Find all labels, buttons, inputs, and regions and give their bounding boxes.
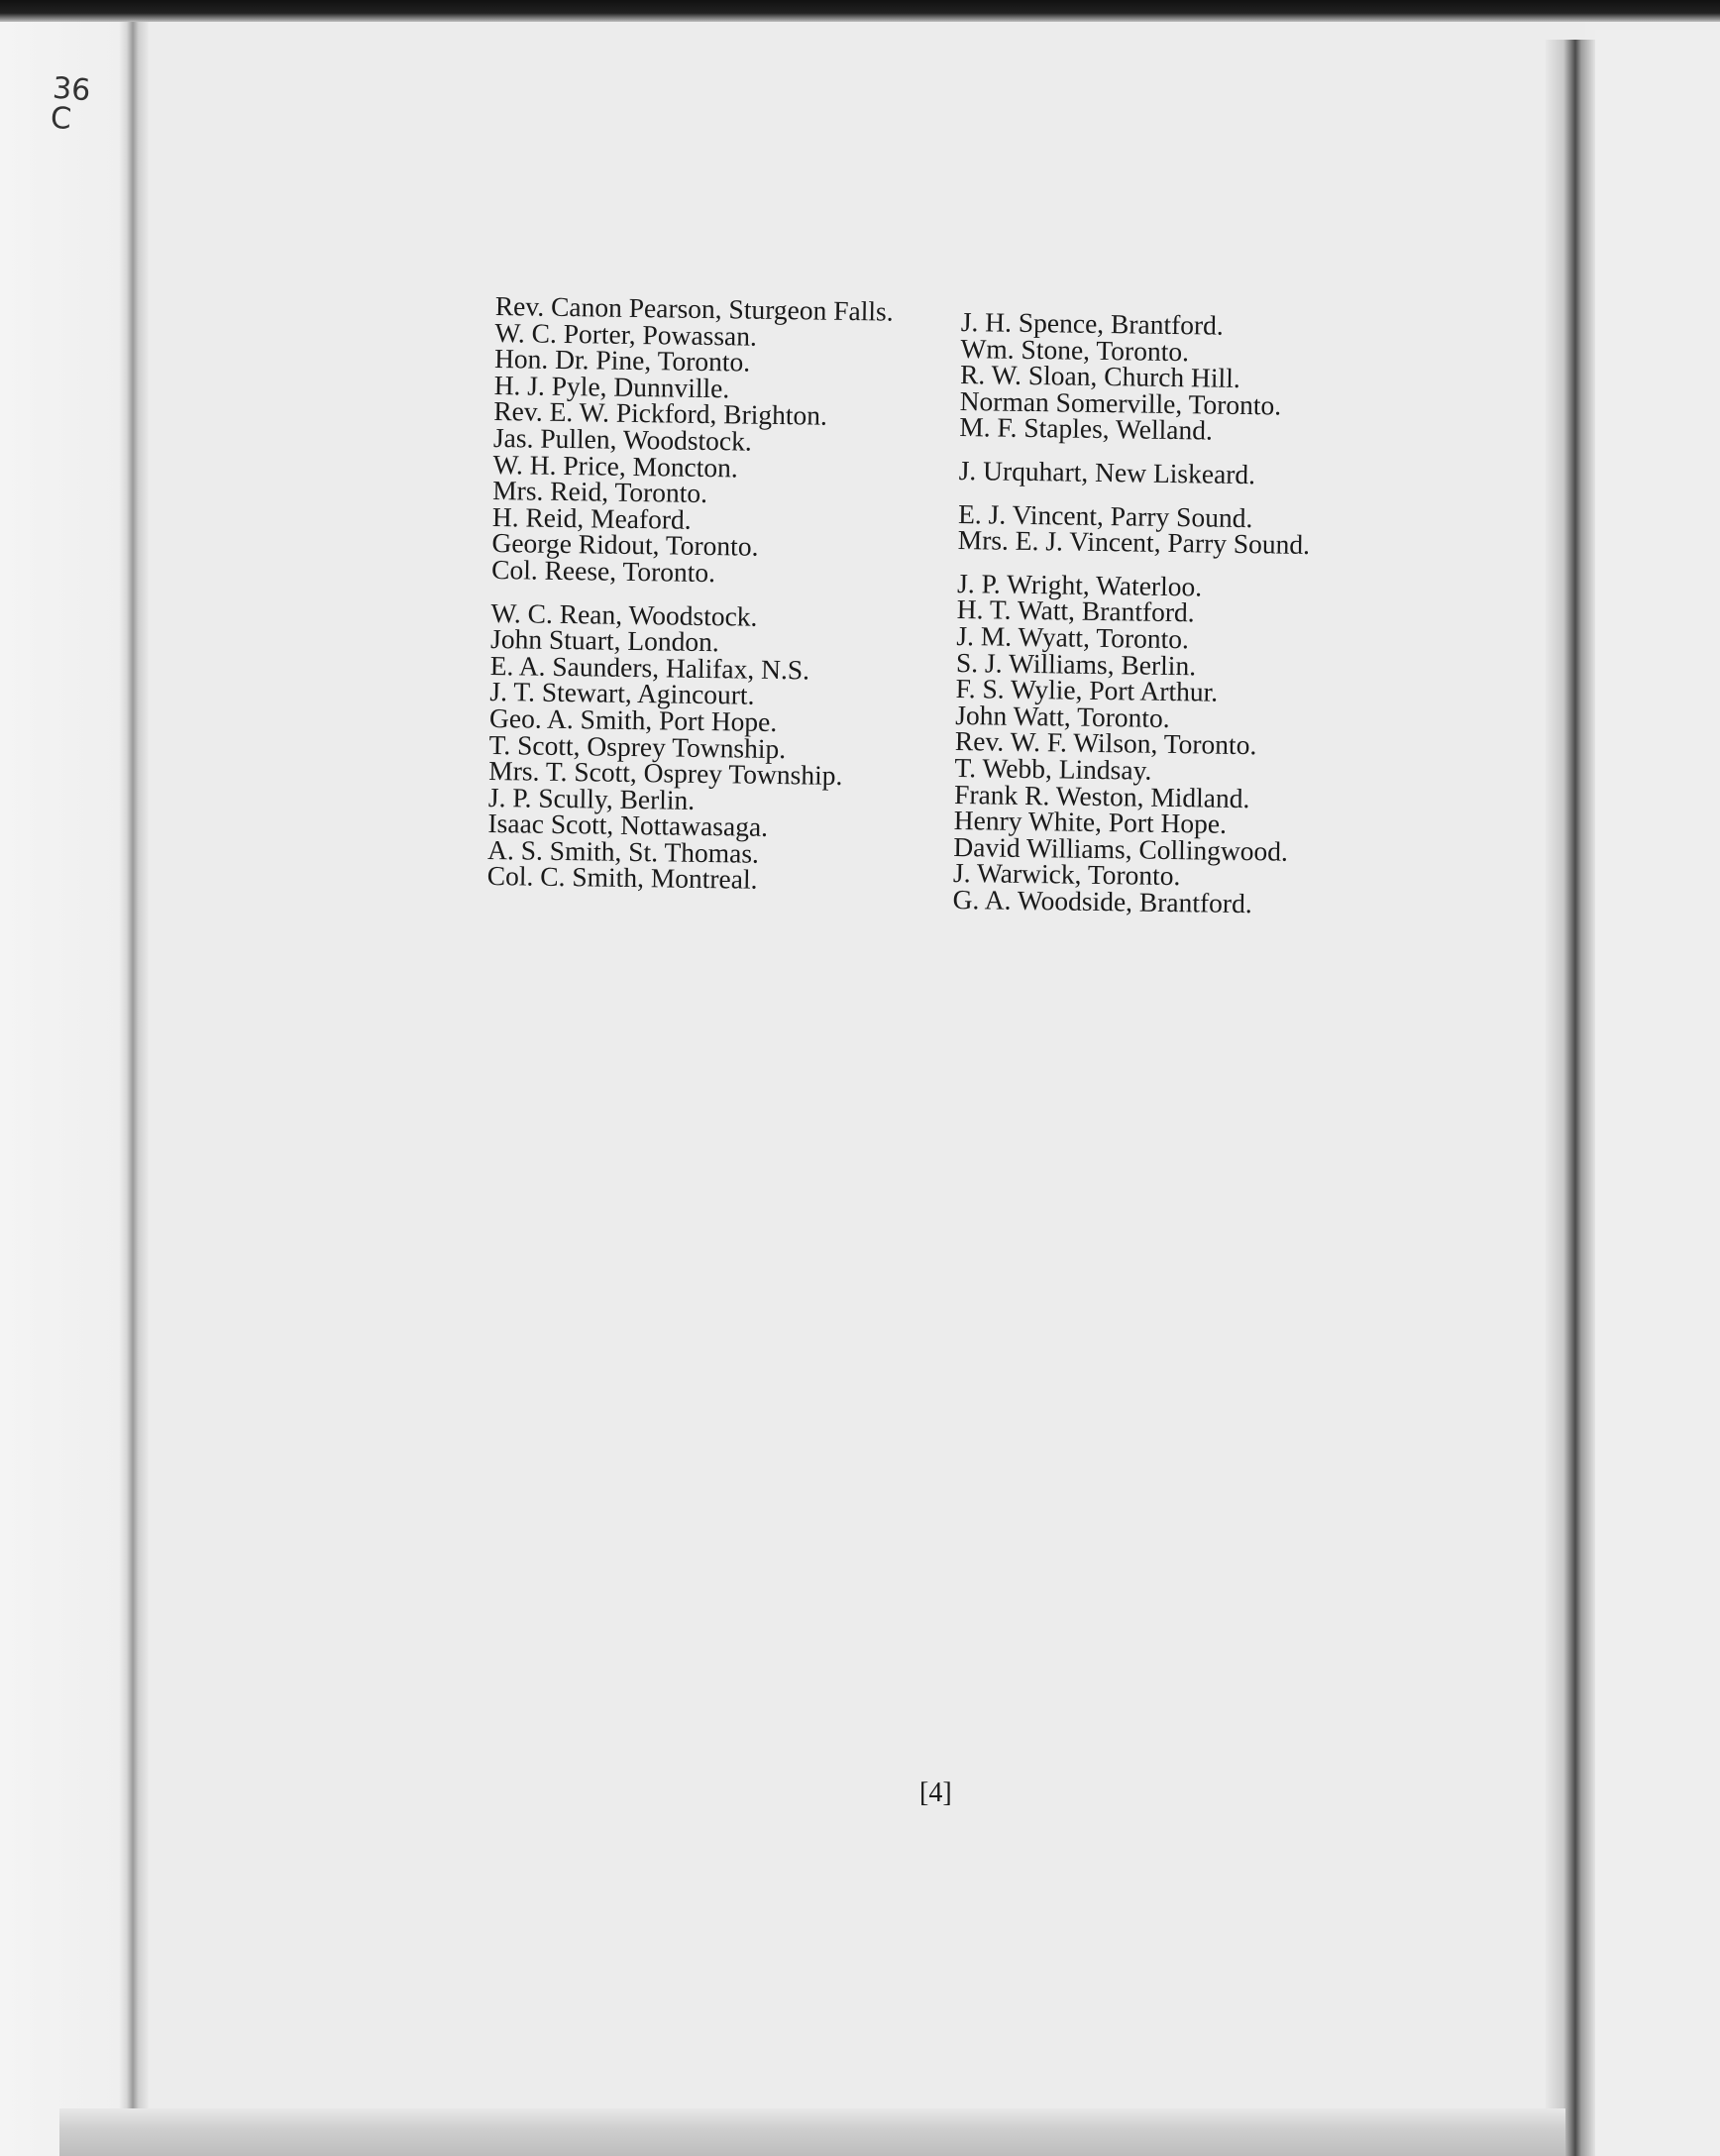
list-item: R. W. Sloan, Church Hill.	[959, 359, 1240, 394]
list-item: Frank R. Weston, Midland.	[953, 778, 1250, 813]
list-item: Norman Somerville, Toronto.	[959, 384, 1282, 421]
list-item: Mrs. E. J. Vincent, Parry Sound.	[957, 524, 1311, 561]
scan-bottom-edge	[59, 2108, 1565, 2156]
list-item: S. J. Williams, Berlin.	[955, 646, 1197, 681]
list-item: Rev. Canon Pearson, Sturgeon Falls.	[494, 290, 894, 327]
list-item: Rev. E. W. Pickford, Brighton.	[493, 395, 828, 432]
list-item: F. S. Wylie, Port Arthur.	[955, 673, 1219, 707]
list-item: A. S. Smith, St. Thomas.	[486, 833, 760, 869]
page-number: [4]	[919, 1778, 952, 1808]
list-item: E. J. Vincent, Parry Sound.	[957, 497, 1253, 533]
list-item: E. A. Saunders, Halifax, N.S.	[489, 649, 810, 686]
list-item: George Ridout, Toronto.	[491, 527, 759, 563]
list-item: J. H. Spence, Brantford.	[960, 306, 1225, 341]
handwritten-margin-note	[49, 70, 92, 138]
list-item: David Williams, Collingwood.	[953, 830, 1289, 867]
list-item: Rev. W. F. Wilson, Toronto.	[954, 725, 1257, 761]
list-item: W. H. Price, Moncton.	[492, 448, 739, 483]
left-name-column	[486, 290, 894, 896]
list-item: Geo. A. Smith, Port Hope.	[488, 701, 778, 737]
list-item: J. P. Scully, Berlin.	[487, 781, 696, 815]
facing-page-edge	[1595, 30, 1720, 2156]
scan-top-border	[0, 0, 1720, 22]
list-item: Hon. Dr. Pine, Toronto.	[493, 343, 751, 377]
list-item: Mrs. Reid, Toronto.	[492, 475, 708, 509]
list-item: Isaac Scott, Nottawasaga.	[487, 808, 769, 843]
list-item: John Stuart, London.	[489, 623, 720, 658]
list-item: Wm. Stone, Toronto.	[960, 332, 1190, 367]
list-item: J. Warwick, Toronto.	[952, 857, 1181, 892]
list-item: J. P. Wright, Waterloo.	[956, 567, 1203, 602]
list-item: T. Webb, Lindsay.	[954, 751, 1152, 786]
list-item: G. A. Woodside, Brantford.	[952, 883, 1252, 919]
list-item: Col. C. Smith, Montreal.	[486, 860, 758, 896]
list-item: H. T. Watt, Brantford.	[956, 593, 1195, 628]
scan-left-edge	[0, 0, 149, 2156]
list-item: H. J. Pyle, Dunnville.	[493, 369, 730, 404]
list-item: Col. Reese, Toronto.	[490, 553, 716, 589]
list-item: H. Reid, Meaford.	[491, 500, 692, 535]
margin-note-line: 36	[51, 70, 92, 109]
right-name-column	[952, 306, 1313, 919]
margin-note-line: C	[49, 100, 73, 138]
list-item: John Watt, Toronto.	[955, 699, 1170, 733]
list-item: W. C. Porter, Powassan.	[494, 316, 758, 352]
list-item: Henry White, Port Hope.	[953, 805, 1228, 839]
list-item: J. T. Stewart, Agincourt.	[489, 676, 755, 711]
list-item: W. C. Rean, Woodstock.	[490, 596, 758, 632]
page-gutter	[1546, 40, 1595, 2156]
list-item: Mrs. T. Scott, Osprey Township.	[488, 755, 843, 792]
list-item: M. F. Staples, Welland.	[959, 411, 1214, 446]
list-item: J. Urquhart, New Liskeard.	[958, 454, 1256, 490]
list-item: J. M. Wyatt, Toronto.	[956, 619, 1190, 655]
list-item: Jas. Pullen, Woodstock.	[492, 421, 752, 457]
list-item: T. Scott, Osprey Township.	[488, 728, 787, 764]
